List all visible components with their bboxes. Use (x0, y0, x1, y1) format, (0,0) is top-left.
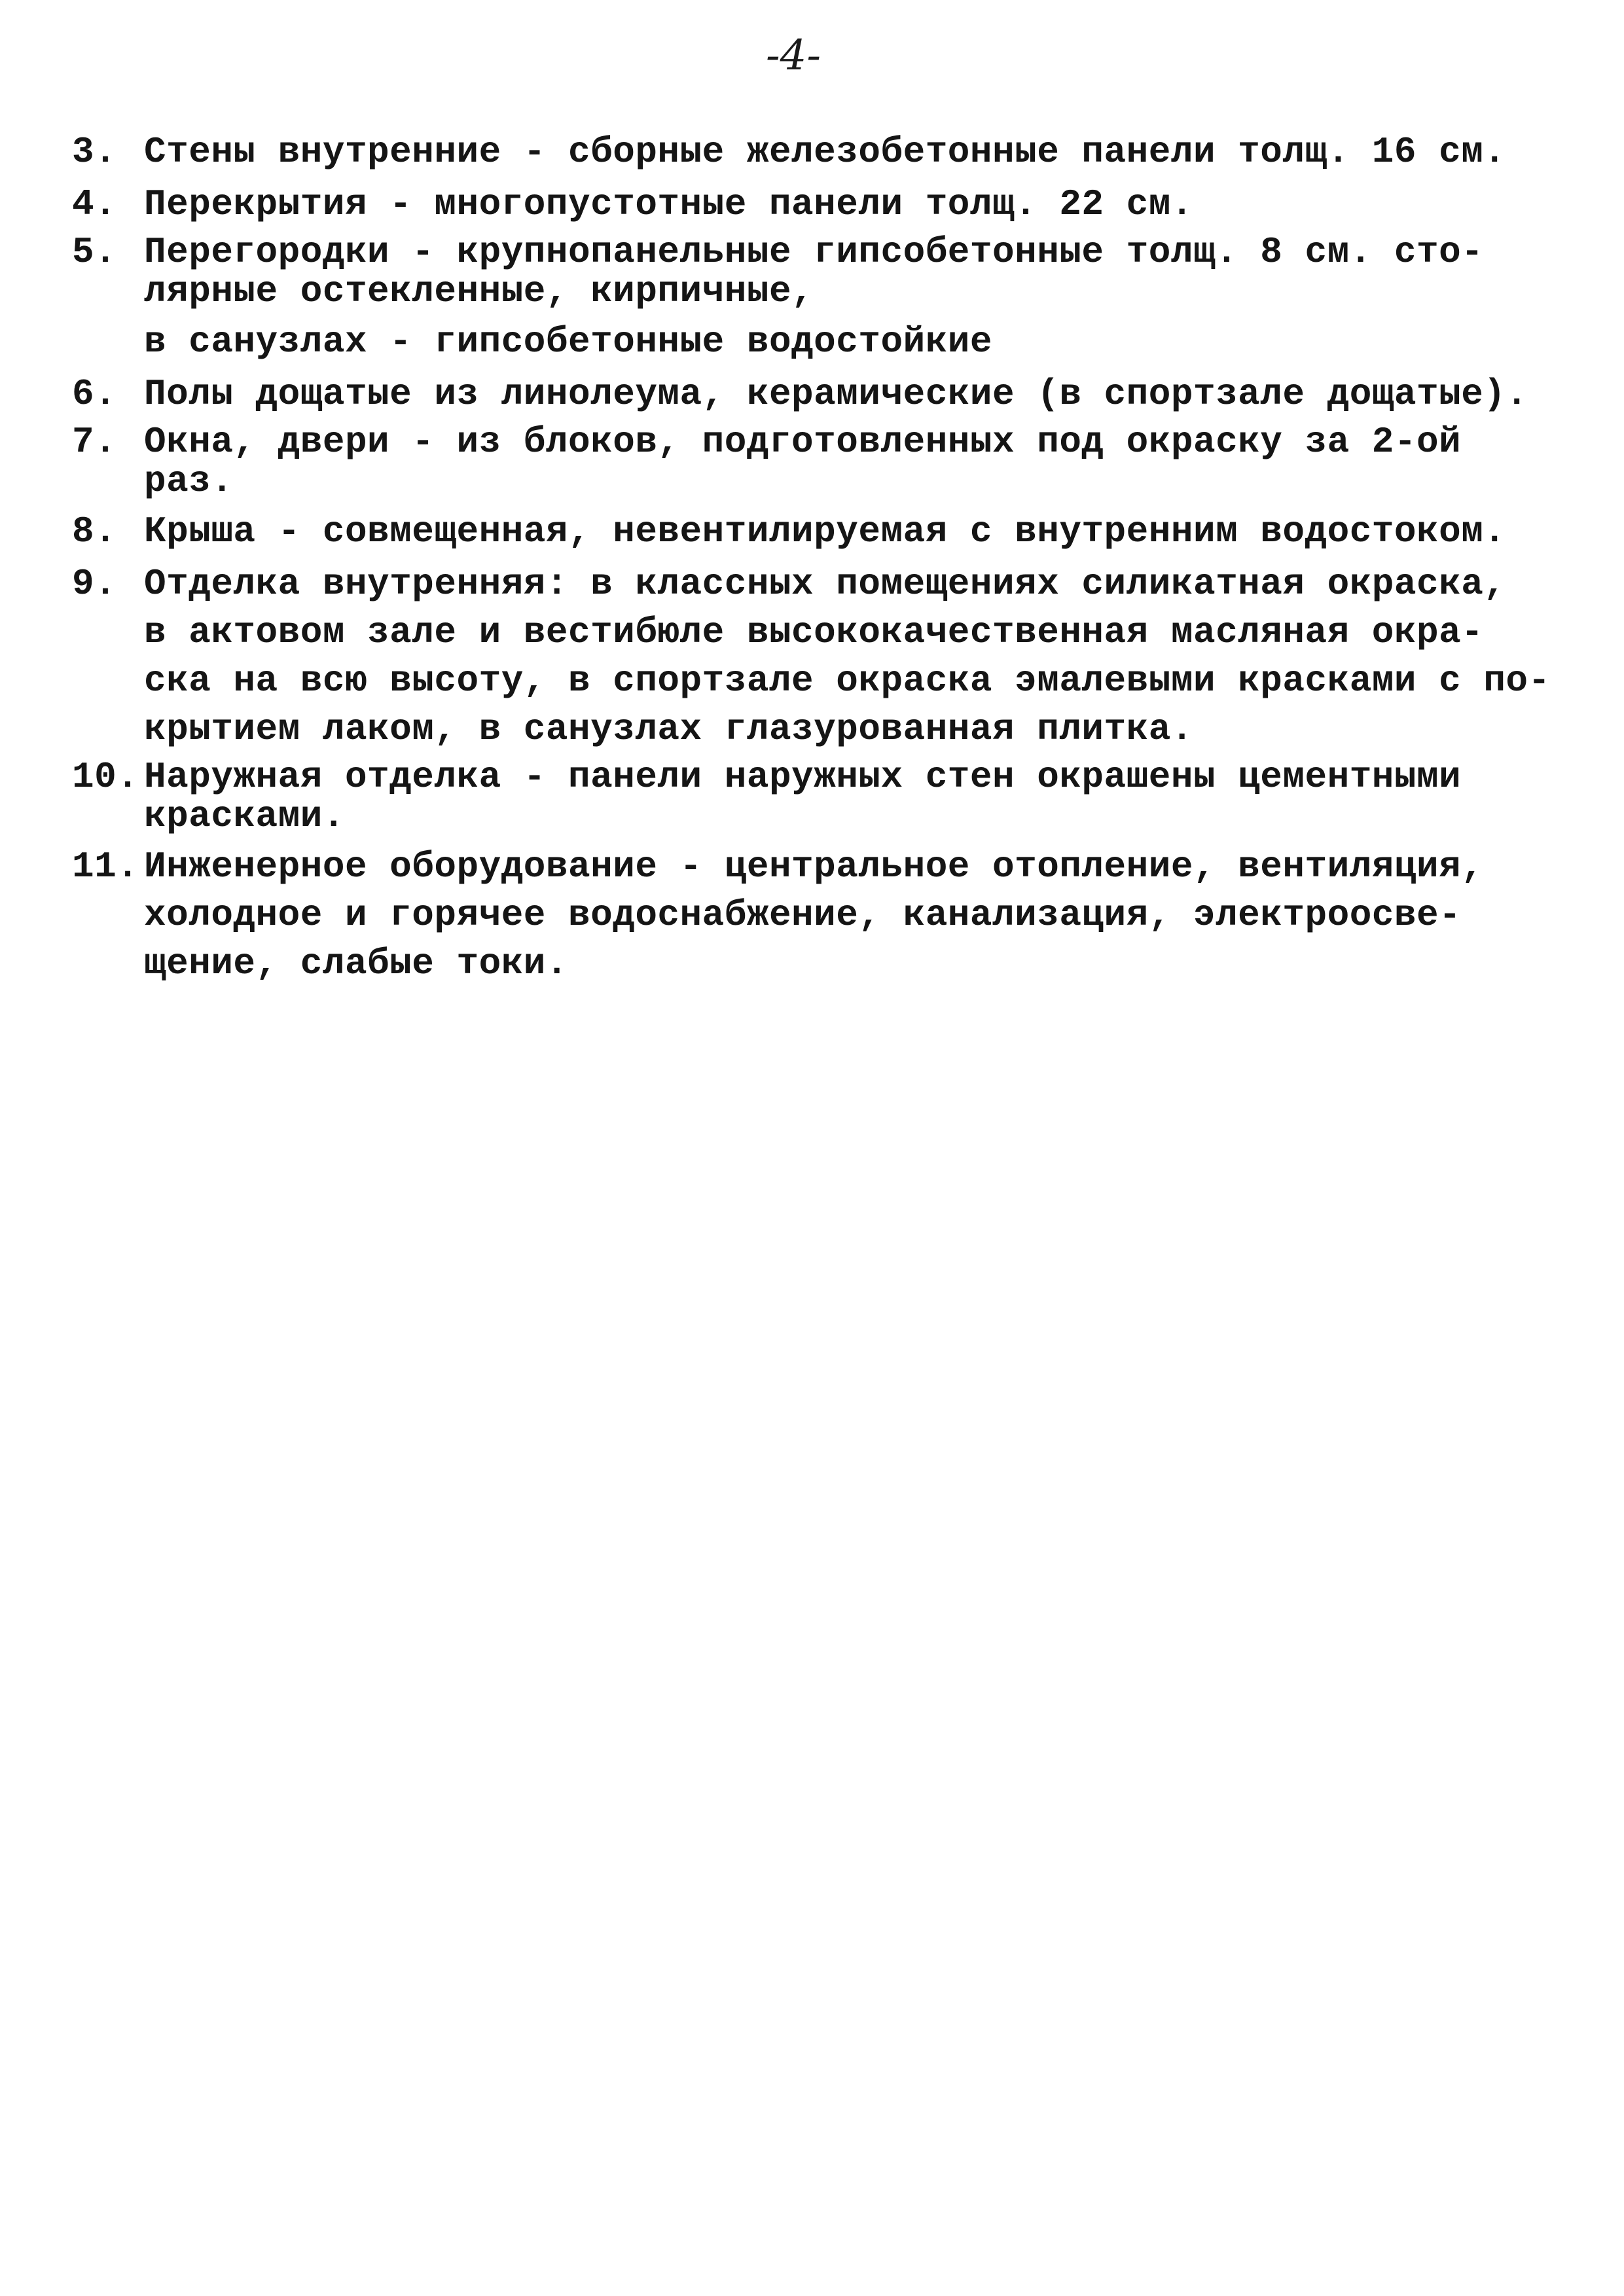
item-line: Перекрытия - многопустотные панели толщ. 22 см. (144, 183, 1193, 225)
item-line: Перегородки - крупнопанельные гипсобетонные толщ. 8 см. сто- (144, 231, 1484, 273)
list-item-3 (72, 128, 1578, 176)
item-line: Стены внутренние - сборные железобетонные панели толщ. 16 см. (144, 131, 1506, 173)
item-line: красками. (144, 795, 345, 837)
specification-list (72, 128, 1578, 988)
item-number: 4. (72, 183, 117, 225)
item-line: лярные остекленные, кирпичные, (144, 270, 814, 312)
item-number: 11. (72, 846, 139, 888)
list-item-11 (72, 842, 1578, 988)
list-item-8 (72, 507, 1578, 556)
page-number: -4- (766, 31, 821, 80)
item-line: холодное и горячее водоснабжение, канализация, электроосве- (144, 894, 1462, 936)
list-item-9 (72, 560, 1578, 753)
item-line: Окна, двери - из блоков, подготовленных под окраску за 2-ой (144, 421, 1462, 463)
item-line: Инженерное оборудование - центральное отопление, вентиляция, (144, 846, 1484, 888)
item-line: щение, слабые токи. (144, 942, 569, 984)
item-line: в санузлах - гипсобетонные водостойкие (144, 321, 993, 363)
item-line: Крыша - совмещенная, невентилируемая с внутренним водостоком. (144, 511, 1506, 552)
item-number: 5. (72, 231, 117, 273)
item-number: 9. (72, 563, 117, 605)
item-number: 10. (72, 756, 139, 798)
item-number: 3. (72, 131, 117, 173)
item-line: Отделка внутренняя: в классных помещениях силикатная окраска, (144, 563, 1506, 605)
list-item-6 (72, 370, 1578, 418)
list-item-4 (72, 180, 1578, 228)
item-number: 7. (72, 421, 117, 463)
list-item-10 (72, 757, 1578, 836)
item-line: крытием лаком, в санузлах глазурованная плитка. (144, 708, 1193, 750)
list-item-7 (72, 422, 1578, 501)
item-line: ска на всю высоту, в спортзале окраска эмалевыми красками с по- (144, 660, 1551, 702)
item-number: 6. (72, 373, 117, 415)
item-line: в актовом зале и вестибюле высококачественная масляная окра- (144, 611, 1484, 653)
item-number: 8. (72, 511, 117, 552)
item-line: Полы дощатые из линолеума, керамические (в спортзале дощатые). (144, 373, 1528, 415)
item-line: раз. (144, 460, 234, 502)
item-line: Наружная отделка - панели наружных стен окрашены цементными (144, 756, 1462, 798)
list-item-5 (72, 232, 1578, 366)
